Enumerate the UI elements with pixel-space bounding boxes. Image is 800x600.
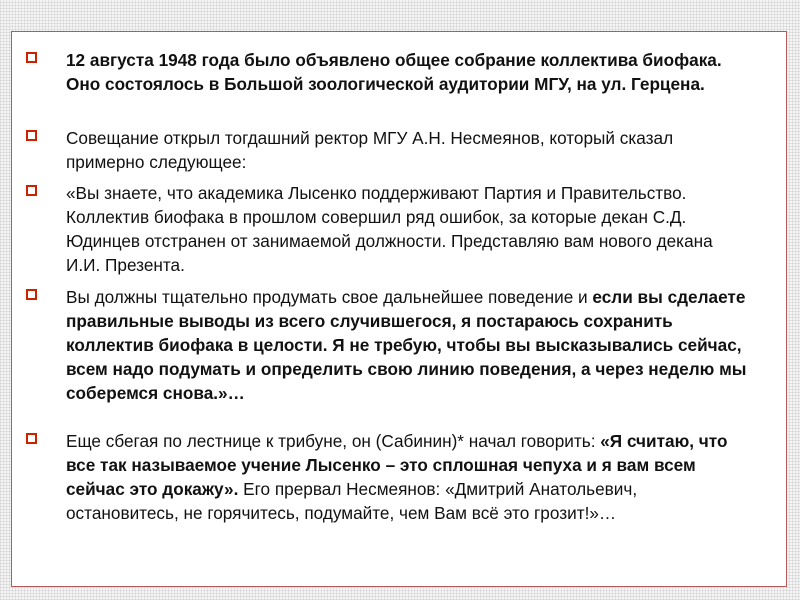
square-bullet-icon xyxy=(26,52,37,63)
square-bullet-icon xyxy=(26,185,37,196)
bullet-text: Вы должны тщательно продумать свое дальнейшее поведение и если вы сделаете правильные выводы из всего случившегося, я постараюсь сохранить коллектив биофака в целости. Я не требую, чтобы вы высказывались сейчас, всем надо подумать и определить свою линию поведения, а через неделю мы соберемся снова.»… xyxy=(66,287,747,403)
bullet-text: «Вы знаете, что академика Лысенко поддерживают Партия и Правительство. Коллектив биофака в прошлом совершил ряд ошибок, за которые декан С.Д. Юдинцев отстранен от занимаемой должности. Представляю вам нового декана И.И. Презента. xyxy=(66,183,713,275)
square-bullet-icon xyxy=(26,130,37,141)
bullet-text: Еще сбегая по лестнице к трибуне, он (Сабинин)* начал говорить: «Я считаю, что все так называемое учение Лысенко – это сплошная чепуха и я вам всем сейчас это докажу». Его прервал Несмеянов: «Дмитрий Анатольевич, остановитесь, не горячитесь, подумайте, чем Вам всё это грозит!»… xyxy=(66,431,728,523)
bullet-text: 12 августа 1948 года было объявлено общее собрание коллектива биофака. Оно состоялось в Большой зоологической аудитории МГУ, на ул. Герцена. xyxy=(66,50,722,94)
bullet-item-5 xyxy=(28,429,748,525)
square-bullet-icon xyxy=(26,433,37,444)
bullet-item-1 xyxy=(28,48,748,96)
bullet-text: Совещание открыл тогдашний ректор МГУ А.Н. Несмеянов, который сказал примерно следующее: xyxy=(66,128,674,172)
bullet-item-3 xyxy=(28,181,748,277)
bullet-item-2 xyxy=(28,126,748,174)
square-bullet-icon xyxy=(26,289,37,300)
content-panel xyxy=(11,31,787,587)
bullet-item-4 xyxy=(28,285,748,405)
